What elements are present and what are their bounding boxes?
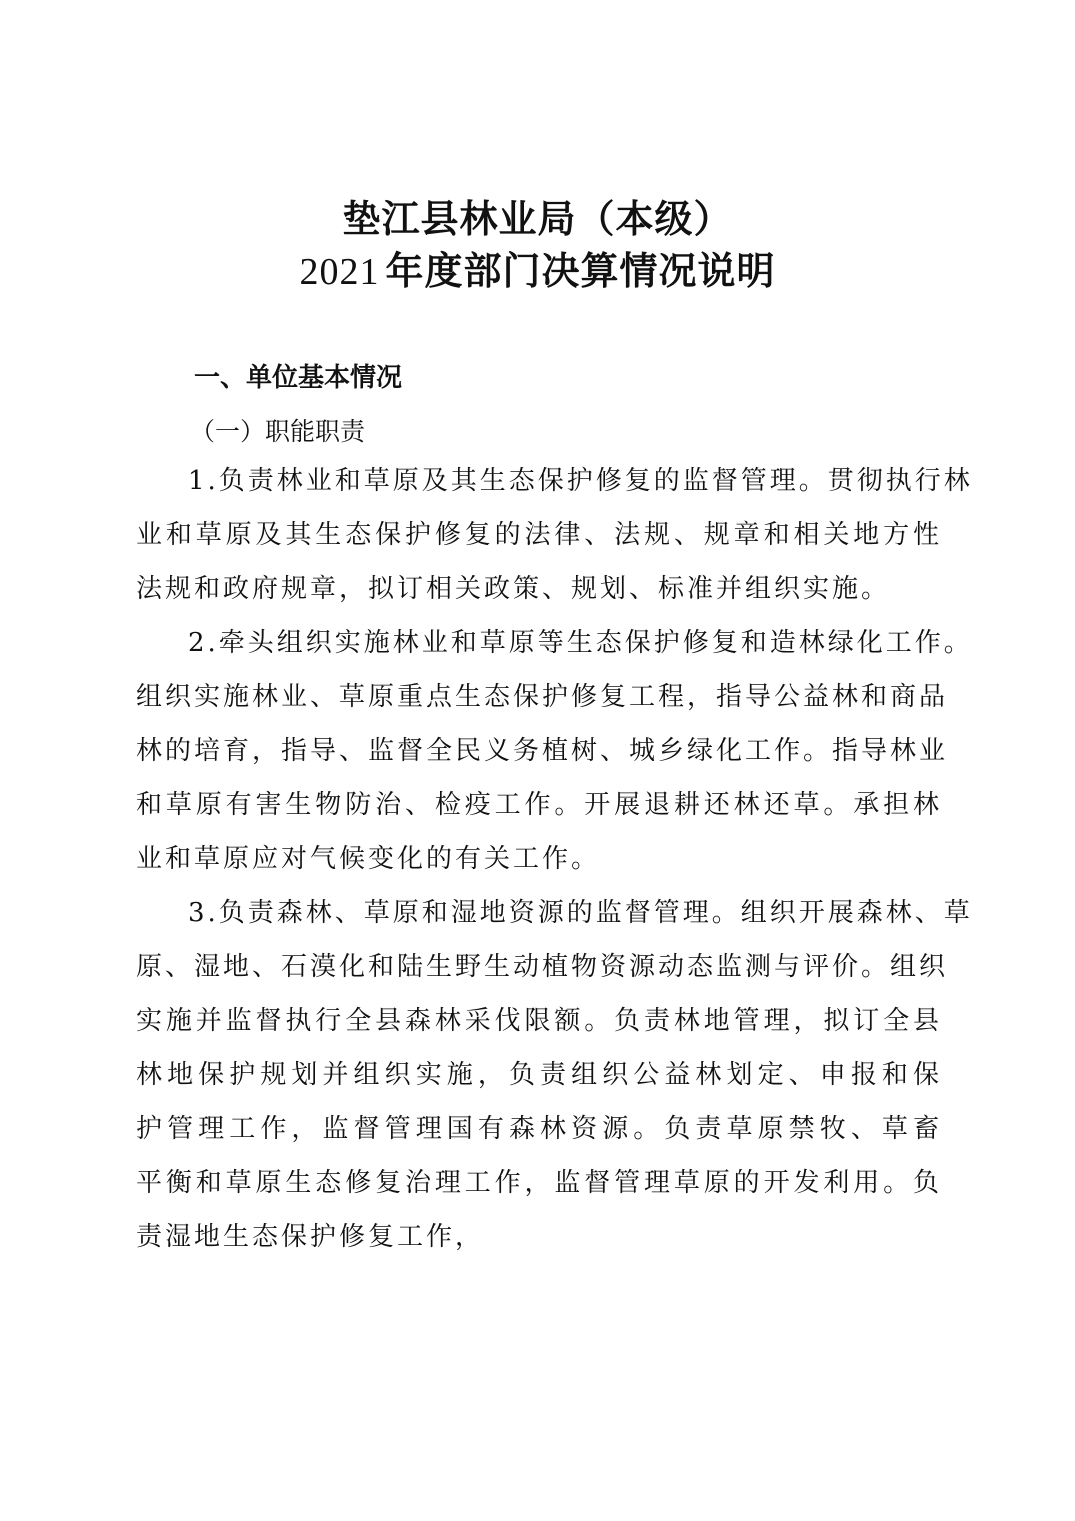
paragraph-2-line-3: 林的培育，指导、监督全民义务植树、城乡绿化工作。指导林业: [136, 736, 949, 766]
paragraph-1-line-2: 业和草原及其生态保护修复的法律、法规、规章和相关地方性: [136, 520, 942, 550]
paragraph-3-line-4: 林地保护规划并组织实施，负责组织公益林划定、申报和保: [136, 1060, 942, 1090]
document-title-line-1: 垫江县林业局（本级）: [342, 197, 733, 241]
title-line-2-text: 年度部门决算情况说明: [385, 249, 776, 293]
paragraph-3-line-1: 3.负责森林、草原和湿地资源的监督管理。组织开展森林、草: [188, 898, 973, 928]
paragraph-1-line-1: 1.负责林业和草原及其生态保护修复的监督管理。贯彻执行林: [188, 466, 973, 496]
paragraph-2-line-2: 组织实施林业、草原重点生态保护修复工程，指导公益林和商品: [136, 682, 949, 712]
section-heading: 一、单位基本情况: [194, 363, 403, 393]
paragraph-3-line-6: 平衡和草原生态修复治理工作，监督管理草原的开发利用。负: [136, 1168, 942, 1198]
document-title-line-2: [0, 240, 1075, 295]
paragraph-2-line-4: 和草原有害生物防治、检疫工作。开展退耕还林还草。承担林: [136, 790, 942, 820]
paragraph-2-line-1: 2.牵头组织实施林业和草原等生态保护修复和造林绿化工作。: [188, 628, 973, 658]
paragraph-3-line-3: 实施并监督执行全县森林采伐限额。负责林地管理，拟订全县: [136, 1006, 942, 1036]
paragraph-3-line-7: 责湿地生态保护修复工作，: [136, 1222, 485, 1252]
paragraph-3-line-2: 原、湿地、石漠化和陆生野生动植物资源动态监测与评价。组织: [136, 952, 949, 982]
paragraph-2-line-5: 业和草原应对气候变化的有关工作。: [136, 844, 601, 874]
paragraph-3-line-5: 护管理工作，监督管理国有森林资源。负责草原禁牧、草畜: [136, 1114, 942, 1144]
subsection-heading: （一）职能职责: [190, 417, 366, 446]
paragraph-1-line-3: 法规和政府规章，拟订相关政策、规划、标准并组织实施。: [136, 574, 891, 604]
title-year: 2021: [299, 251, 380, 293]
